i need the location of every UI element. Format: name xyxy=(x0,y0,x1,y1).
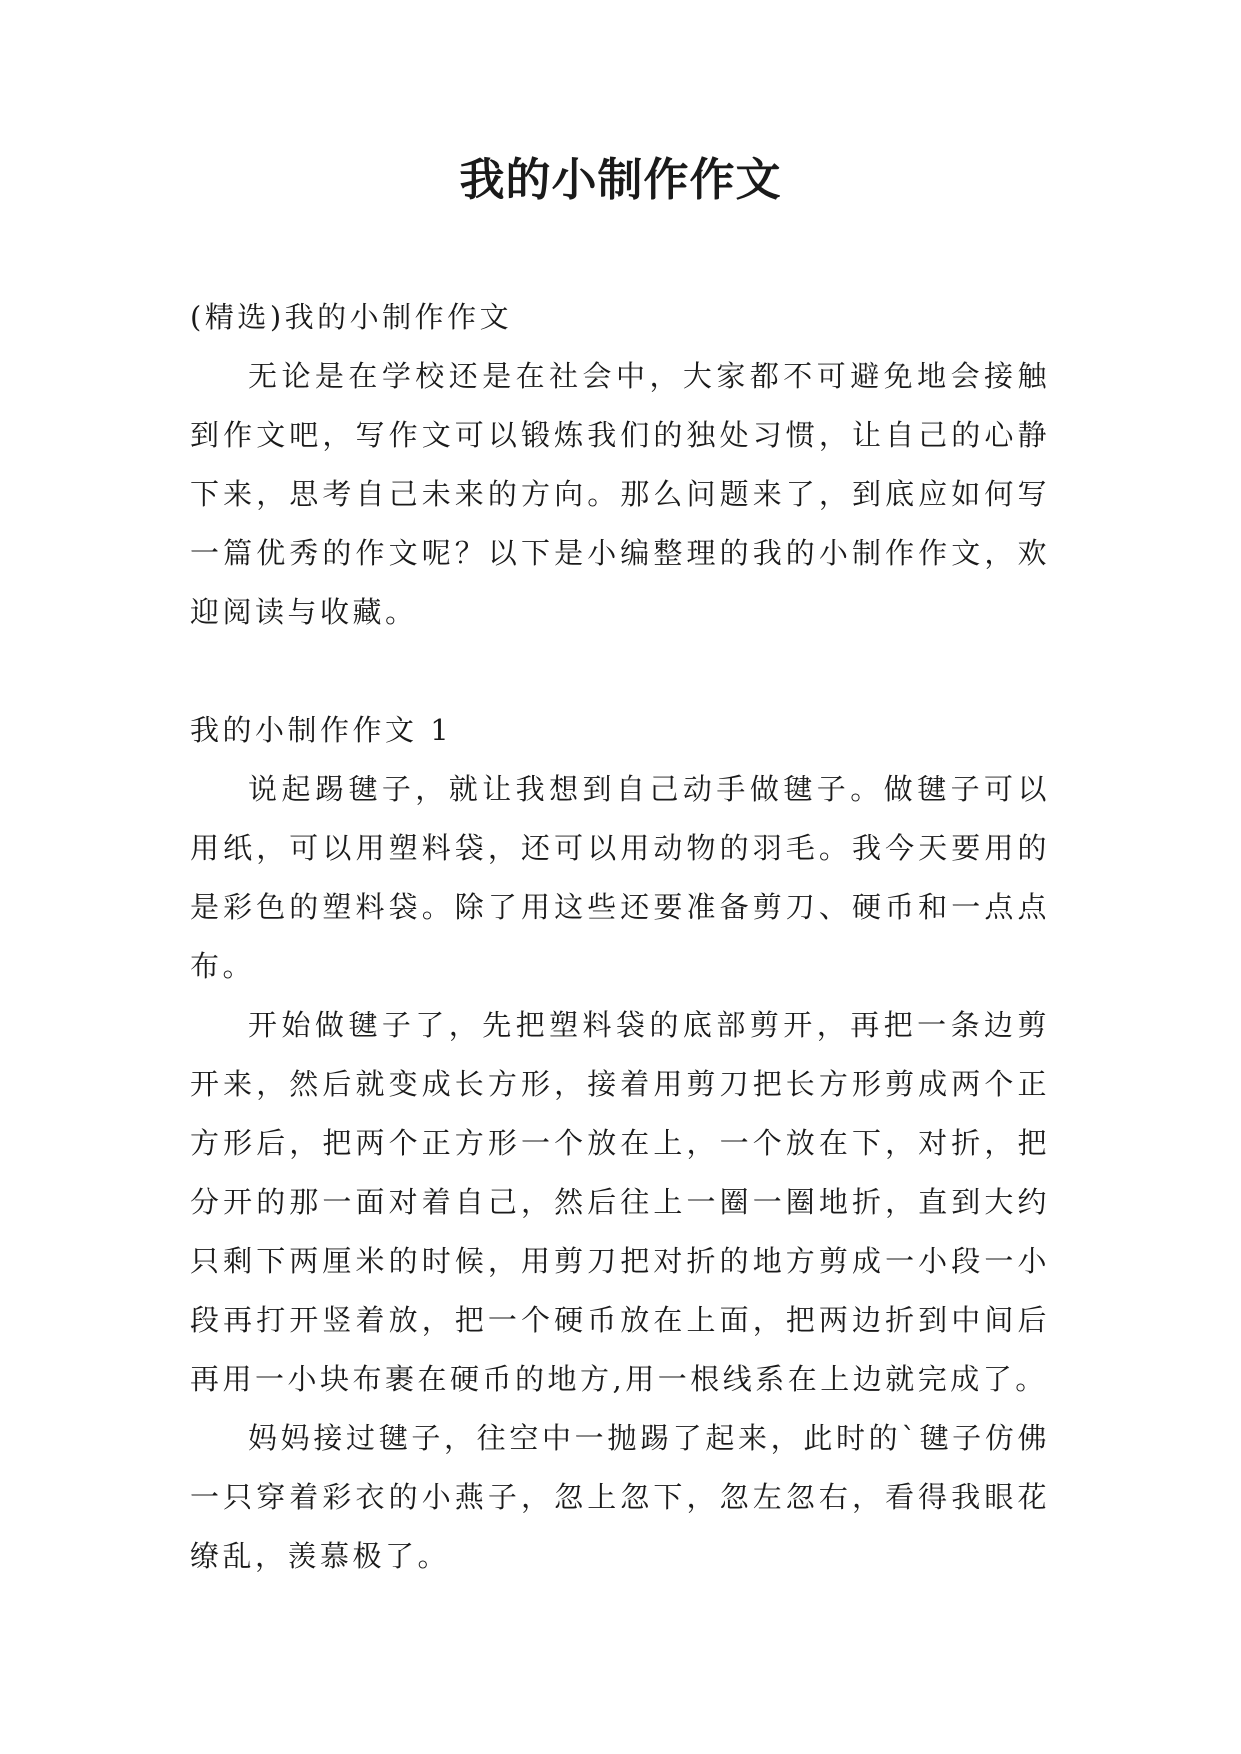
body-paragraph: 说起踢毽子，就让我想到自己动手做毽子。做毽子可以用纸，可以用塑料袋，还可以用动物的羽毛。我今天要用的是彩色的塑料袋。除了用这些还要准备剪刀、硬币和一点点布。 xyxy=(190,772,1050,983)
document-subtitle: (精选)我的小制作作文 xyxy=(190,300,513,334)
body-paragraph: 开始做毽子了，先把塑料袋的底部剪开，再把一条边剪开来，然后就变成长方形，接着用剪刀把长方形剪成两个正方形后，把两个正方形一个放在上，一个放在下，对折，把分开的那一面对着自己，然后往上一圈一圈地折，直到大约只剩下两厘米的时候，用剪刀把对折的地方剪成一小段一小段再打开竖着放，把一个硬币放在上面，把两边折到中间后再用一小块布裹在硬币的地方,用一根线系在上边就完成了。 xyxy=(190,1008,1050,1396)
document-body xyxy=(190,288,1050,1586)
paragraph-spacer xyxy=(190,642,1050,701)
document-title: 我的小制作作文 xyxy=(459,153,782,206)
intro-paragraph: 无论是在学校还是在社会中，大家都不可避免地会接触到作文吧，写作文可以锻炼我们的独处习惯，让自己的心静下来，思考自己未来的方向。那么问题来了，到底应如何写一篇优秀的作文呢？以下是小编整理的我的小制作作文，欢迎阅读与收藏。 xyxy=(190,359,1050,629)
body-paragraph: 妈妈接过毽子，往空中一抛踢了起来，此时的`毽子仿佛一只穿着彩衣的小燕子，忽上忽下，忽左忽右，看得我眼花缭乱，羡慕极了。 xyxy=(190,1421,1050,1573)
section-heading: 我的小制作作文 1 xyxy=(190,713,453,747)
